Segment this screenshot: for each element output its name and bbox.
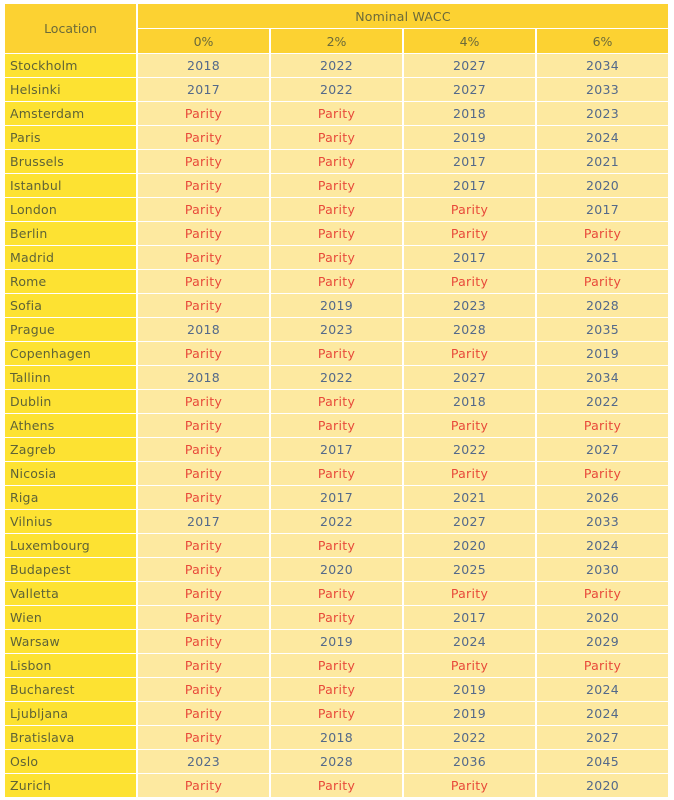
table-row bbox=[5, 270, 668, 293]
table-row bbox=[5, 318, 668, 341]
year-cell: 2020 bbox=[537, 174, 668, 197]
year-cell: 2020 bbox=[271, 558, 402, 581]
location-cell: Oslo bbox=[5, 750, 136, 773]
parity-cell: Parity bbox=[404, 774, 535, 797]
parity-cell: Parity bbox=[404, 582, 535, 605]
year-cell: 2033 bbox=[537, 510, 668, 533]
table-body bbox=[5, 54, 668, 797]
parity-cell: Parity bbox=[404, 342, 535, 365]
location-cell: Bucharest bbox=[5, 678, 136, 701]
table-row bbox=[5, 534, 668, 557]
year-cell: 2018 bbox=[404, 390, 535, 413]
parity-cell: Parity bbox=[271, 222, 402, 245]
location-cell: Valletta bbox=[5, 582, 136, 605]
year-cell: 2027 bbox=[404, 78, 535, 101]
parity-cell: Parity bbox=[138, 678, 269, 701]
year-cell: 2024 bbox=[537, 126, 668, 149]
year-cell: 2017 bbox=[404, 606, 535, 629]
parity-cell: Parity bbox=[404, 222, 535, 245]
location-cell: Luxembourg bbox=[5, 534, 136, 557]
parity-cell: Parity bbox=[404, 198, 535, 221]
year-cell: 2035 bbox=[537, 318, 668, 341]
year-cell: 2027 bbox=[537, 726, 668, 749]
year-cell: 2045 bbox=[537, 750, 668, 773]
table-row bbox=[5, 678, 668, 701]
table-row bbox=[5, 510, 668, 533]
header-row-group bbox=[5, 4, 668, 28]
year-cell: 2017 bbox=[138, 510, 269, 533]
parity-cell: Parity bbox=[271, 534, 402, 557]
year-cell: 2027 bbox=[404, 366, 535, 389]
table-row bbox=[5, 582, 668, 605]
parity-cell: Parity bbox=[138, 270, 269, 293]
column-header-2pct: 2% bbox=[271, 29, 402, 53]
year-cell: 2018 bbox=[138, 54, 269, 77]
table-row bbox=[5, 702, 668, 725]
parity-cell: Parity bbox=[537, 414, 668, 437]
year-cell: 2021 bbox=[537, 150, 668, 173]
table-row bbox=[5, 198, 668, 221]
parity-cell: Parity bbox=[138, 222, 269, 245]
location-cell: Copenhagen bbox=[5, 342, 136, 365]
parity-cell: Parity bbox=[537, 462, 668, 485]
parity-cell: Parity bbox=[271, 246, 402, 269]
location-cell: Nicosia bbox=[5, 462, 136, 485]
year-cell: 2026 bbox=[537, 486, 668, 509]
parity-cell: Parity bbox=[138, 390, 269, 413]
year-cell: 2030 bbox=[537, 558, 668, 581]
location-cell: Sofia bbox=[5, 294, 136, 317]
year-cell: 2018 bbox=[138, 318, 269, 341]
location-cell: Zurich bbox=[5, 774, 136, 797]
year-cell: 2020 bbox=[537, 774, 668, 797]
year-cell: 2022 bbox=[271, 78, 402, 101]
location-cell: Warsaw bbox=[5, 630, 136, 653]
table-row bbox=[5, 150, 668, 173]
parity-cell: Parity bbox=[138, 486, 269, 509]
location-cell: Amsterdam bbox=[5, 102, 136, 125]
year-cell: 2036 bbox=[404, 750, 535, 773]
location-cell: Dublin bbox=[5, 390, 136, 413]
parity-cell: Parity bbox=[138, 198, 269, 221]
year-cell: 2025 bbox=[404, 558, 535, 581]
parity-cell: Parity bbox=[271, 702, 402, 725]
location-cell: Stockholm bbox=[5, 54, 136, 77]
location-cell: Wien bbox=[5, 606, 136, 629]
wacc-parity-table bbox=[3, 3, 670, 798]
year-cell: 2022 bbox=[404, 726, 535, 749]
table-row bbox=[5, 246, 668, 269]
parity-cell: Parity bbox=[138, 342, 269, 365]
parity-cell: Parity bbox=[138, 606, 269, 629]
parity-cell: Parity bbox=[138, 558, 269, 581]
year-cell: 2019 bbox=[537, 342, 668, 365]
parity-cell: Parity bbox=[404, 654, 535, 677]
year-cell: 2019 bbox=[404, 126, 535, 149]
year-cell: 2018 bbox=[404, 102, 535, 125]
table-row bbox=[5, 726, 668, 749]
year-cell: 2023 bbox=[404, 294, 535, 317]
year-cell: 2017 bbox=[537, 198, 668, 221]
year-cell: 2022 bbox=[271, 510, 402, 533]
year-cell: 2024 bbox=[537, 534, 668, 557]
year-cell: 2034 bbox=[537, 366, 668, 389]
parity-cell: Parity bbox=[138, 582, 269, 605]
nominal-wacc-header: Nominal WACC bbox=[138, 4, 668, 28]
year-cell: 2022 bbox=[537, 390, 668, 413]
location-cell: Bratislava bbox=[5, 726, 136, 749]
year-cell: 2034 bbox=[537, 54, 668, 77]
parity-cell: Parity bbox=[138, 462, 269, 485]
parity-cell: Parity bbox=[138, 102, 269, 125]
year-cell: 2019 bbox=[404, 702, 535, 725]
year-cell: 2020 bbox=[404, 534, 535, 557]
parity-cell: Parity bbox=[271, 462, 402, 485]
location-cell: London bbox=[5, 198, 136, 221]
year-cell: 2021 bbox=[537, 246, 668, 269]
parity-cell: Parity bbox=[404, 270, 535, 293]
location-cell: Tallinn bbox=[5, 366, 136, 389]
year-cell: 2022 bbox=[404, 438, 535, 461]
year-cell: 2027 bbox=[404, 510, 535, 533]
table-container bbox=[5, 4, 668, 797]
parity-cell: Parity bbox=[271, 102, 402, 125]
location-cell: Berlin bbox=[5, 222, 136, 245]
parity-cell: Parity bbox=[271, 606, 402, 629]
location-cell: Madrid bbox=[5, 246, 136, 269]
table-row bbox=[5, 54, 668, 77]
table-row bbox=[5, 342, 668, 365]
location-cell: Vilnius bbox=[5, 510, 136, 533]
year-cell: 2017 bbox=[404, 150, 535, 173]
column-header-4pct: 4% bbox=[404, 29, 535, 53]
year-cell: 2024 bbox=[537, 702, 668, 725]
year-cell: 2017 bbox=[404, 246, 535, 269]
parity-cell: Parity bbox=[537, 222, 668, 245]
year-cell: 2033 bbox=[537, 78, 668, 101]
year-cell: 2021 bbox=[404, 486, 535, 509]
year-cell: 2018 bbox=[138, 366, 269, 389]
year-cell: 2028 bbox=[404, 318, 535, 341]
table-row bbox=[5, 486, 668, 509]
location-cell: Paris bbox=[5, 126, 136, 149]
year-cell: 2020 bbox=[537, 606, 668, 629]
parity-cell: Parity bbox=[138, 174, 269, 197]
parity-cell: Parity bbox=[138, 630, 269, 653]
table-row bbox=[5, 222, 668, 245]
table-row bbox=[5, 294, 668, 317]
location-cell: Lisbon bbox=[5, 654, 136, 677]
parity-cell: Parity bbox=[404, 462, 535, 485]
parity-cell: Parity bbox=[138, 414, 269, 437]
location-cell: Brussels bbox=[5, 150, 136, 173]
table-row bbox=[5, 630, 668, 653]
parity-cell: Parity bbox=[271, 774, 402, 797]
table-row bbox=[5, 174, 668, 197]
table-row bbox=[5, 750, 668, 773]
year-cell: 2027 bbox=[537, 438, 668, 461]
parity-cell: Parity bbox=[271, 678, 402, 701]
year-cell: 2019 bbox=[271, 630, 402, 653]
column-header-6pct: 6% bbox=[537, 29, 668, 53]
year-cell: 2022 bbox=[271, 54, 402, 77]
location-cell: Ljubljana bbox=[5, 702, 136, 725]
year-cell: 2017 bbox=[271, 486, 402, 509]
table-row bbox=[5, 126, 668, 149]
table-row bbox=[5, 606, 668, 629]
parity-cell: Parity bbox=[138, 150, 269, 173]
parity-cell: Parity bbox=[138, 126, 269, 149]
table-row bbox=[5, 414, 668, 437]
parity-cell: Parity bbox=[138, 246, 269, 269]
year-cell: 2023 bbox=[271, 318, 402, 341]
table-row bbox=[5, 78, 668, 101]
parity-cell: Parity bbox=[138, 726, 269, 749]
parity-cell: Parity bbox=[138, 774, 269, 797]
parity-cell: Parity bbox=[138, 702, 269, 725]
year-cell: 2023 bbox=[537, 102, 668, 125]
location-cell: Prague bbox=[5, 318, 136, 341]
parity-cell: Parity bbox=[271, 390, 402, 413]
parity-cell: Parity bbox=[138, 534, 269, 557]
location-cell: Istanbul bbox=[5, 174, 136, 197]
year-cell: 2019 bbox=[404, 678, 535, 701]
parity-cell: Parity bbox=[537, 582, 668, 605]
year-cell: 2029 bbox=[537, 630, 668, 653]
year-cell: 2024 bbox=[404, 630, 535, 653]
parity-cell: Parity bbox=[537, 654, 668, 677]
parity-cell: Parity bbox=[271, 126, 402, 149]
location-cell: Budapest bbox=[5, 558, 136, 581]
parity-cell: Parity bbox=[271, 342, 402, 365]
year-cell: 2019 bbox=[271, 294, 402, 317]
location-cell: Helsinki bbox=[5, 78, 136, 101]
year-cell: 2022 bbox=[271, 366, 402, 389]
year-cell: 2027 bbox=[404, 54, 535, 77]
location-cell: Rome bbox=[5, 270, 136, 293]
location-cell: Athens bbox=[5, 414, 136, 437]
parity-cell: Parity bbox=[271, 582, 402, 605]
parity-cell: Parity bbox=[271, 150, 402, 173]
year-cell: 2017 bbox=[404, 174, 535, 197]
table-row bbox=[5, 102, 668, 125]
table-row bbox=[5, 366, 668, 389]
year-cell: 2018 bbox=[271, 726, 402, 749]
year-cell: 2023 bbox=[138, 750, 269, 773]
parity-cell: Parity bbox=[271, 414, 402, 437]
table-row bbox=[5, 558, 668, 581]
table-row bbox=[5, 462, 668, 485]
column-header-0pct: 0% bbox=[138, 29, 269, 53]
parity-cell: Parity bbox=[271, 654, 402, 677]
parity-cell: Parity bbox=[138, 654, 269, 677]
parity-cell: Parity bbox=[271, 270, 402, 293]
parity-cell: Parity bbox=[138, 438, 269, 461]
parity-cell: Parity bbox=[404, 414, 535, 437]
table-row bbox=[5, 654, 668, 677]
parity-cell: Parity bbox=[537, 270, 668, 293]
year-cell: 2028 bbox=[537, 294, 668, 317]
year-cell: 2017 bbox=[271, 438, 402, 461]
location-header: Location bbox=[5, 4, 136, 53]
year-cell: 2024 bbox=[537, 678, 668, 701]
parity-cell: Parity bbox=[138, 294, 269, 317]
table-row bbox=[5, 774, 668, 797]
year-cell: 2017 bbox=[138, 78, 269, 101]
location-cell: Riga bbox=[5, 486, 136, 509]
parity-cell: Parity bbox=[271, 174, 402, 197]
parity-cell: Parity bbox=[271, 198, 402, 221]
location-cell: Zagreb bbox=[5, 438, 136, 461]
table-row bbox=[5, 438, 668, 461]
table-row bbox=[5, 390, 668, 413]
year-cell: 2028 bbox=[271, 750, 402, 773]
